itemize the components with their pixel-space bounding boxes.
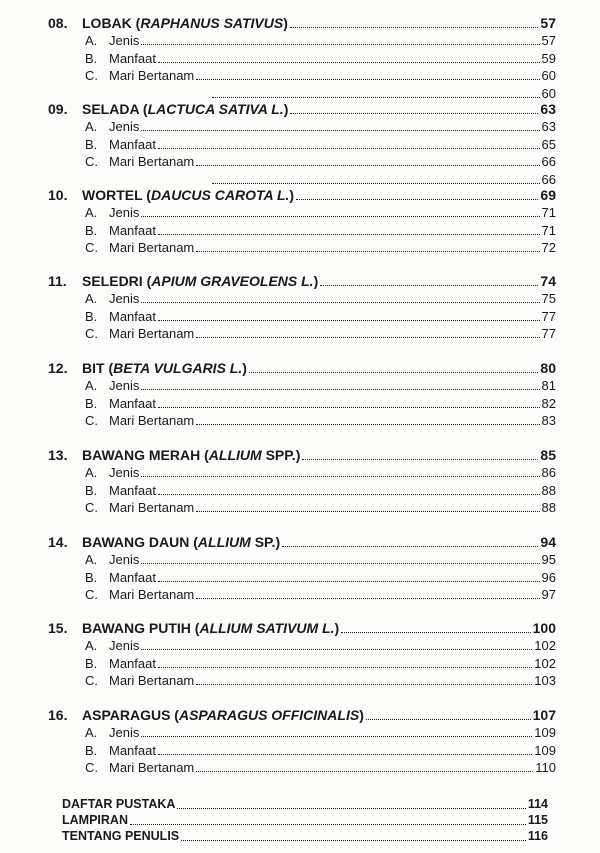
subentry-letter: B.	[85, 482, 98, 498]
page-number: 77	[541, 326, 556, 341]
chapter-title: 08. LOBAK (RAPHANUS SATIVUS)	[48, 15, 288, 31]
chapter-number: 14.	[48, 534, 68, 550]
dot-leader	[196, 251, 539, 252]
chapter-entry[interactable]	[48, 100, 556, 117]
toc-subentry[interactable]	[85, 550, 556, 567]
back-matter-entry[interactable]	[62, 827, 548, 844]
page-number: 109	[534, 742, 556, 758]
subentry-label	[85, 743, 156, 758]
page-number: 86	[541, 465, 556, 480]
subentry-letter: C.	[85, 68, 98, 83]
dot-leader	[141, 476, 539, 477]
chapter-entry[interactable]	[48, 186, 556, 203]
subentry-label	[85, 51, 156, 66]
chapter-entry[interactable]	[48, 359, 556, 376]
toc-subentry[interactable]	[85, 411, 556, 428]
dot-leader	[302, 459, 538, 460]
page-number: 82	[541, 395, 556, 411]
toc-subentry[interactable]	[85, 307, 556, 324]
chapter-number: 12.	[48, 360, 68, 376]
page-number: 65	[541, 136, 556, 152]
latin-suffix: SP.	[254, 534, 276, 550]
dot-leader	[282, 546, 538, 547]
subentry-letter: A.	[85, 205, 98, 220]
subentry-label	[85, 119, 139, 134]
subentry-letter: A.	[85, 291, 98, 306]
chapter-name: WORTEL	[82, 187, 143, 203]
subentry-text: Manfaat	[109, 222, 156, 238]
chapter-number: 11.	[48, 273, 67, 289]
back-matter-entry[interactable]	[62, 811, 548, 828]
subentry-label	[85, 396, 156, 411]
page-number: 83	[541, 413, 556, 428]
subentry-letter: A.	[85, 378, 98, 393]
dot-leader	[141, 649, 532, 650]
subentry-text: Jenis	[109, 119, 140, 134]
dot-leader	[181, 840, 526, 841]
back-matter-entry[interactable]	[62, 795, 548, 812]
chapter-title: 10. WORTEL (DAUCUS CAROTA L.)	[48, 187, 295, 203]
toc-subentry[interactable]	[85, 636, 556, 653]
latin-name: LACTUCA SATIVA L.	[147, 101, 284, 117]
chapter-name: SELEDRI	[82, 273, 143, 289]
dot-leader	[296, 199, 538, 200]
page-number: 57	[540, 15, 556, 31]
chapter-name: BAWANG PUTIH	[82, 620, 191, 636]
subentry-letter: A.	[85, 638, 98, 653]
latin-name: ALLIUM SATIVUM L.	[199, 620, 335, 636]
subentry-label	[85, 656, 156, 671]
page-number: 81	[541, 378, 556, 393]
chapter-name: SELADA	[82, 101, 140, 117]
dot-leader	[290, 27, 539, 28]
chapter-name: ASPARAGUS	[82, 707, 171, 723]
subentry-text: Mari Bertanam	[109, 760, 195, 775]
page-number: 102	[534, 655, 556, 671]
back-matter-label: TENTANG PENULIS	[62, 829, 180, 843]
back-matter-label: LAMPIRAN	[62, 813, 128, 827]
dot-leader	[196, 598, 539, 599]
toc-subentry[interactable]	[85, 585, 556, 602]
subentry-label	[85, 760, 194, 775]
toc-subentry[interactable]	[85, 758, 556, 775]
chapter-title: 12. BIT (BETA VULGARIS L.)	[48, 360, 247, 376]
page-number: 100	[532, 620, 556, 636]
page-number: 66	[541, 171, 556, 187]
chapter-entry[interactable]	[48, 533, 556, 550]
subentry-label	[85, 465, 139, 480]
page-number: 109	[534, 725, 556, 740]
dot-leader	[141, 44, 539, 45]
page-number: 77	[541, 308, 556, 324]
toc-subentry[interactable]	[85, 203, 556, 220]
chapter-entry[interactable]	[48, 272, 556, 289]
latin-name: DAUCUS CAROTA L.	[150, 187, 290, 203]
subentry-letter: B.	[85, 569, 98, 585]
toc-subentry[interactable]	[85, 31, 556, 48]
subentry-label	[85, 638, 139, 653]
subentry-label	[85, 291, 139, 306]
subentry-letter: B.	[85, 222, 98, 238]
subentry-text: Manfaat	[109, 395, 156, 411]
page-number: 107	[532, 707, 556, 723]
toc-subentry[interactable]	[85, 238, 556, 255]
page-number: 60	[541, 68, 556, 83]
dot-leader	[366, 719, 531, 720]
dot-leader	[290, 113, 538, 114]
dot-leader	[141, 216, 539, 217]
toc-subentry[interactable]	[85, 289, 556, 306]
page-number: 69	[540, 187, 556, 203]
subentry-text: Mari Bertanam	[109, 413, 195, 428]
latin-name: ALLIUM	[208, 447, 262, 463]
chapter-entry[interactable]	[48, 446, 556, 463]
chapter-number: 10.	[48, 187, 68, 203]
subentry-letter: B.	[85, 50, 98, 66]
latin-name: APIUM GRAVEOLENS L.	[151, 273, 314, 289]
subentry-label	[85, 413, 194, 428]
dot-leader	[212, 183, 540, 184]
subentry-text: Mari Bertanam	[109, 154, 195, 169]
subentry-label	[85, 205, 139, 220]
dot-leader	[249, 372, 539, 373]
subentry-letter: A.	[85, 33, 98, 48]
dot-leader	[212, 97, 540, 98]
page-number: 85	[540, 447, 556, 463]
subentry-letter: C.	[85, 500, 98, 515]
latin-name: RAPHANUS SATIVUS	[140, 15, 284, 31]
subentry-text: Jenis	[109, 291, 140, 306]
toc-subentry[interactable]	[85, 117, 556, 134]
chapter-title: 11. SELEDRI (APIUM GRAVEOLENS L.)	[48, 273, 319, 289]
subentry-letter: A.	[85, 465, 98, 480]
subentry-letter: C.	[85, 154, 98, 169]
subentry-text: Mari Bertanam	[109, 673, 195, 688]
subentry-text: Mari Bertanam	[109, 240, 195, 255]
dot-leader	[158, 581, 540, 582]
toc-subentry[interactable]	[85, 394, 556, 411]
subentry-text: Mari Bertanam	[109, 500, 195, 515]
subentry-letter: C.	[85, 673, 98, 688]
subentry-text: Manfaat	[109, 655, 156, 671]
toc-subentry[interactable]	[85, 463, 556, 480]
subentry-text: Jenis	[109, 638, 140, 653]
dot-leader	[196, 511, 539, 512]
page-number: 88	[541, 482, 556, 498]
page-number: 72	[541, 240, 556, 255]
subentry-letter: C.	[85, 413, 98, 428]
toc-subentry[interactable]	[85, 376, 556, 393]
dot-leader	[130, 824, 526, 825]
chapter-title: 15. BAWANG PUTIH (ALLIUM SATIVUM L.)	[48, 620, 340, 636]
chapter-name: BIT	[82, 360, 105, 376]
subentry-text: Manfaat	[109, 308, 156, 324]
dot-leader	[158, 320, 540, 321]
toc-subentry[interactable]	[85, 221, 556, 238]
toc-subentry[interactable]	[85, 654, 556, 671]
page-number: 103	[534, 673, 556, 688]
dot-leader	[196, 165, 539, 166]
page-number: 63	[541, 119, 556, 134]
subentry-label	[85, 326, 194, 341]
subentry-text: Manfaat	[109, 136, 156, 152]
dot-leader	[158, 494, 540, 495]
toc-subentry[interactable]	[85, 324, 556, 341]
subentry-label	[85, 33, 139, 48]
latin-suffix: SPP.	[265, 447, 296, 463]
subentry-label	[85, 552, 139, 567]
dot-leader	[158, 754, 532, 755]
subentry-letter: B.	[85, 308, 98, 324]
subentry-letter: B.	[85, 395, 98, 411]
dot-leader	[158, 234, 540, 235]
chapter-name: BAWANG DAUN	[82, 534, 190, 550]
stray-dotted-line	[210, 84, 556, 101]
latin-name: ALLIUM	[197, 534, 251, 550]
page-number: 95	[541, 552, 556, 567]
page-number: 57	[541, 33, 556, 48]
subentry-text: Jenis	[109, 378, 140, 393]
chapter-title: 14. BAWANG DAUN (ALLIUM SP.)	[48, 534, 281, 550]
toc-subentry[interactable]	[85, 49, 556, 66]
toc-subentry[interactable]	[85, 481, 556, 498]
dot-leader	[141, 130, 539, 131]
chapter-entry[interactable]	[48, 14, 556, 31]
subentry-letter: C.	[85, 760, 98, 775]
dot-leader	[196, 771, 533, 772]
subentry-label	[85, 137, 156, 152]
subentry-label	[85, 725, 139, 740]
page-number: 71	[541, 205, 556, 220]
page-number: 60	[541, 85, 556, 101]
back-matter-label: DAFTAR PUSTAKA	[62, 797, 176, 811]
chapter-number: 16.	[48, 707, 68, 723]
dot-leader	[320, 285, 538, 286]
subentry-label	[85, 378, 139, 393]
subentry-text: Manfaat	[109, 742, 156, 758]
subentry-letter: C.	[85, 326, 98, 341]
dot-leader	[141, 736, 532, 737]
toc-subentry[interactable]	[85, 568, 556, 585]
subentry-label	[85, 240, 194, 255]
dot-leader	[158, 62, 540, 63]
subentry-label	[85, 673, 194, 688]
chapter-title: 16. ASPARAGUS (ASPARAGUS OFFICINALIS)	[48, 707, 364, 723]
page-number: 110	[535, 760, 556, 775]
subentry-label	[85, 68, 194, 83]
subentry-letter: B.	[85, 742, 98, 758]
subentry-letter: A.	[85, 552, 98, 567]
dot-leader	[158, 667, 532, 668]
subentry-label	[85, 223, 156, 238]
chapter-title: 09. SELADA (LACTUCA SATIVA L.)	[48, 101, 289, 117]
dot-leader	[141, 563, 539, 564]
subentry-label	[85, 587, 194, 602]
page-number: 88	[541, 500, 556, 515]
latin-name: ASPARAGUS OFFICINALIS	[178, 707, 360, 723]
subentry-text: Mari Bertanam	[109, 326, 195, 341]
toc-subentry[interactable]	[85, 741, 556, 758]
subentry-text: Jenis	[109, 552, 140, 567]
toc-subentry[interactable]	[85, 723, 556, 740]
subentry-letter: B.	[85, 655, 98, 671]
subentry-text: Manfaat	[109, 50, 156, 66]
subentry-letter: C.	[85, 587, 98, 602]
page-number: 71	[541, 222, 556, 238]
dot-leader	[141, 302, 539, 303]
subentry-letter: A.	[85, 119, 98, 134]
page-number: 115	[527, 813, 548, 827]
page-number: 116	[527, 829, 548, 843]
page-number: 94	[540, 534, 556, 550]
page-number: 102	[534, 638, 556, 653]
toc-subentry[interactable]	[85, 152, 556, 169]
page-number: 96	[541, 569, 556, 585]
subentry-label	[85, 154, 194, 169]
dot-leader	[141, 389, 539, 390]
chapter-number: 08.	[48, 15, 68, 31]
dot-leader	[341, 632, 530, 633]
page-number: 114	[527, 797, 548, 811]
chapter-name: LOBAK	[82, 15, 132, 31]
page-number: 75	[541, 291, 556, 306]
subentry-text: Jenis	[109, 465, 140, 480]
subentry-letter: A.	[85, 725, 98, 740]
subentry-letter: B.	[85, 136, 98, 152]
subentry-label	[85, 500, 194, 515]
subentry-text: Manfaat	[109, 482, 156, 498]
dot-leader	[158, 407, 540, 408]
subentry-text: Mari Bertanam	[109, 68, 195, 83]
page-number: 63	[540, 101, 556, 117]
dot-leader	[177, 808, 525, 809]
subentry-label	[85, 483, 156, 498]
subentry-label	[85, 309, 156, 324]
toc-subentry[interactable]	[85, 498, 556, 515]
dot-leader	[196, 424, 539, 425]
dot-leader	[196, 337, 539, 338]
subentry-letter: C.	[85, 240, 98, 255]
subentry-text: Jenis	[109, 33, 140, 48]
chapter-name: BAWANG MERAH	[82, 447, 201, 463]
page-number: 59	[541, 50, 556, 66]
chapter-entry[interactable]	[48, 619, 556, 636]
subentry-text: Mari Bertanam	[109, 587, 195, 602]
chapter-number: 13.	[48, 447, 68, 463]
latin-name: BETA VULGARIS L.	[113, 360, 243, 376]
chapter-title: 13. BAWANG MERAH (ALLIUM SPP.)	[48, 447, 301, 463]
dot-leader	[196, 684, 532, 685]
subentry-text: Jenis	[109, 205, 140, 220]
toc-subentry[interactable]	[85, 135, 556, 152]
dot-leader	[158, 148, 540, 149]
page-number: 74	[540, 273, 556, 289]
subentry-text: Manfaat	[109, 569, 156, 585]
subentry-text: Jenis	[109, 725, 140, 740]
page-number: 80	[540, 360, 556, 376]
chapter-number: 15.	[48, 620, 68, 636]
toc-subentry[interactable]	[85, 671, 556, 688]
dot-leader	[196, 79, 539, 80]
toc-subentry[interactable]	[85, 66, 556, 83]
stray-dotted-line	[210, 170, 556, 187]
page-number: 97	[541, 587, 556, 602]
chapter-entry[interactable]	[48, 706, 556, 723]
subentry-label	[85, 570, 156, 585]
chapter-number: 09.	[48, 101, 68, 117]
page-number: 66	[541, 154, 556, 169]
